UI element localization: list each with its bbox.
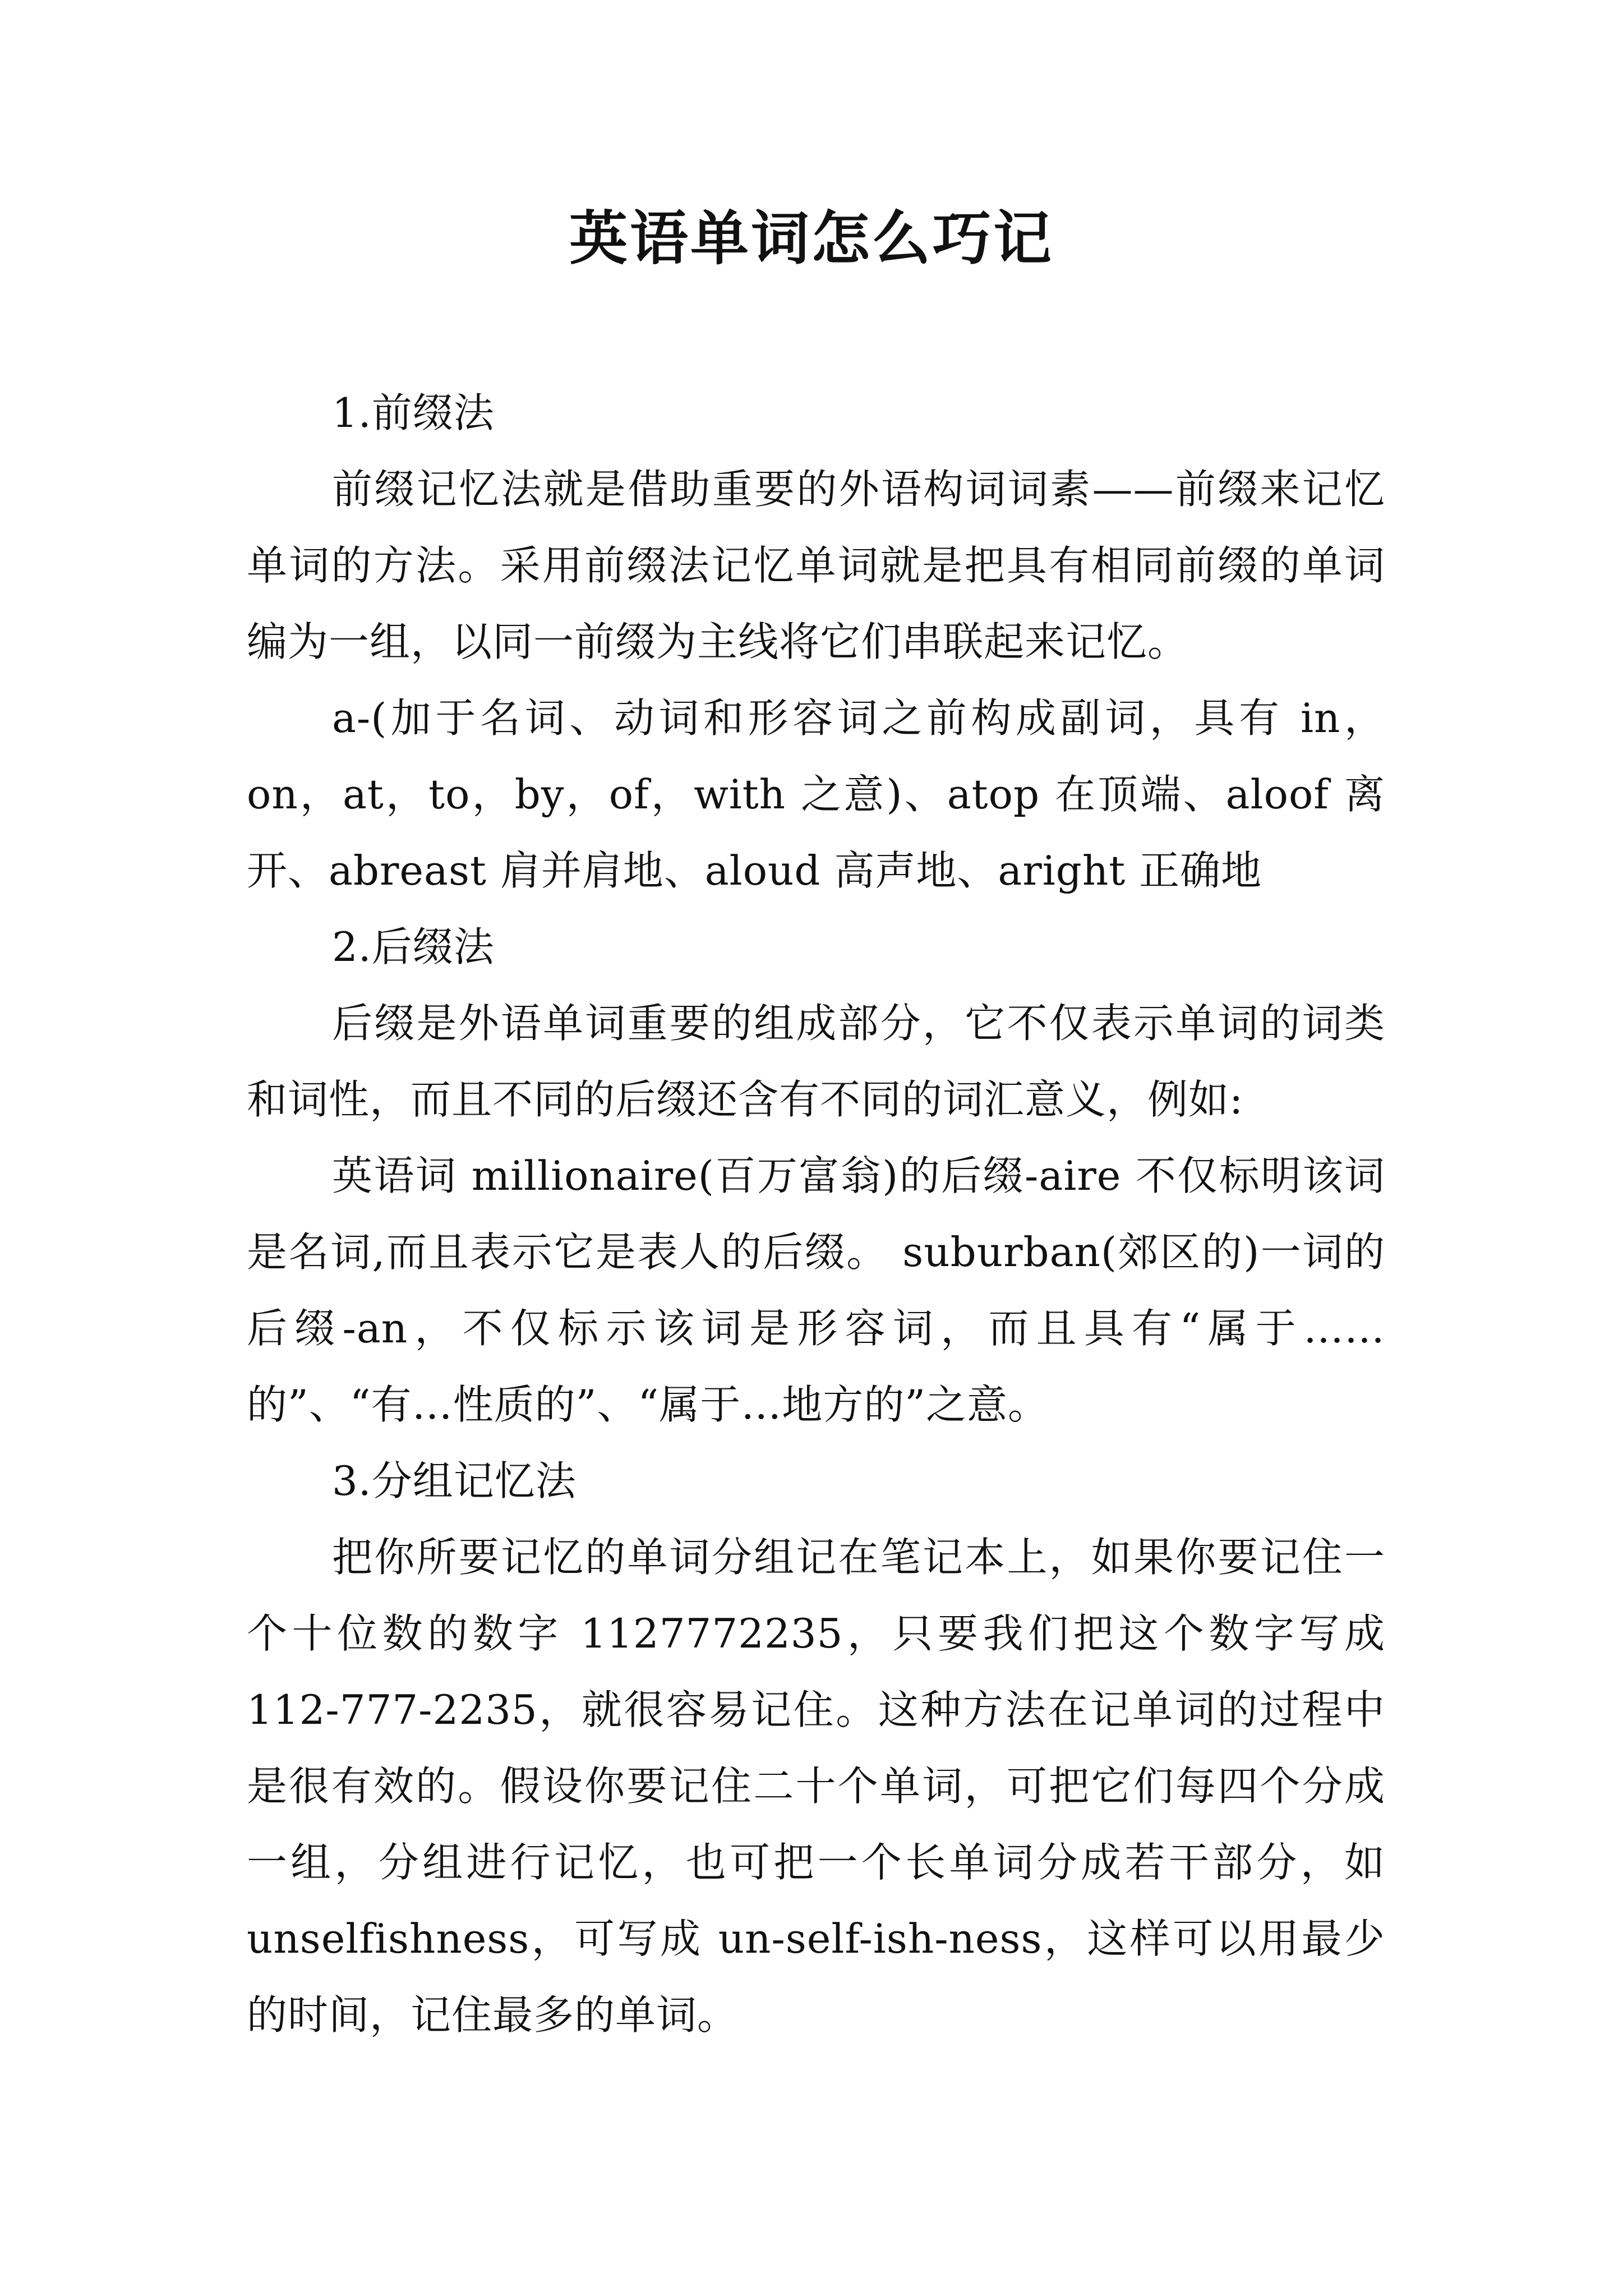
paragraph-prefix-intro: 前缀记忆法就是借助重要的外语构词词素——前缀来记忆单词的方法。采用前缀法记忆单词就是把具有相同前缀的单词编为一组，以同一前缀为主线将它们串联起来记忆。	[247, 466, 1385, 665]
heading-grouping-method: 3.分组记忆法	[332, 1457, 577, 1504]
paragraph-suffix-example: 英语词 millionaire(百万富翁)的后缀-aire 不仅标明该词是名词,而且表示它是表人的后缀。 suburban(郊区的)一词的后缀-an，不仅标示该词是形容词，而且具有“属于……的”、“有…性质的”、“属于…地方的”之意。	[247, 1152, 1385, 1428]
paragraph-prefix-example: a-(加于名词、动词和形容词之前构成副词，具有 in，on，at，to，by，of，with 之意)、atop 在顶端、aloof 离开、abreast 肩并肩地、aloud 高声地、aright 正确地	[247, 694, 1385, 894]
document-title: 英语单词怎么巧记	[569, 204, 1054, 273]
paragraph-suffix-intro: 后缀是外语单词重要的组成部分，它不仅表示单词的词类和词性，而且不同的后缀还含有不同的词汇意义，例如:	[247, 1000, 1385, 1123]
heading-prefix-method: 1.前缀法	[332, 389, 495, 436]
document-body	[247, 375, 1385, 2053]
heading-suffix-method: 2.后缀法	[332, 923, 495, 970]
paragraph-grouping-intro: 把你所要记忆的单词分组记在笔记本上，如果你要记住一个十位数的数字 1127772235，只要我们把这个数字写成 112-777-2235，就很容易记住。这种方法在记单词的过程中是很有效的。假设你要记住二十个单词，可把它们每四个分成一组，分组进行记忆，也可把一个长单词分成若干部分，如 unselfishness，可写成 un-self-ish-ness，这样可以用最少的时间，记住最多的单词。	[247, 1534, 1385, 2039]
